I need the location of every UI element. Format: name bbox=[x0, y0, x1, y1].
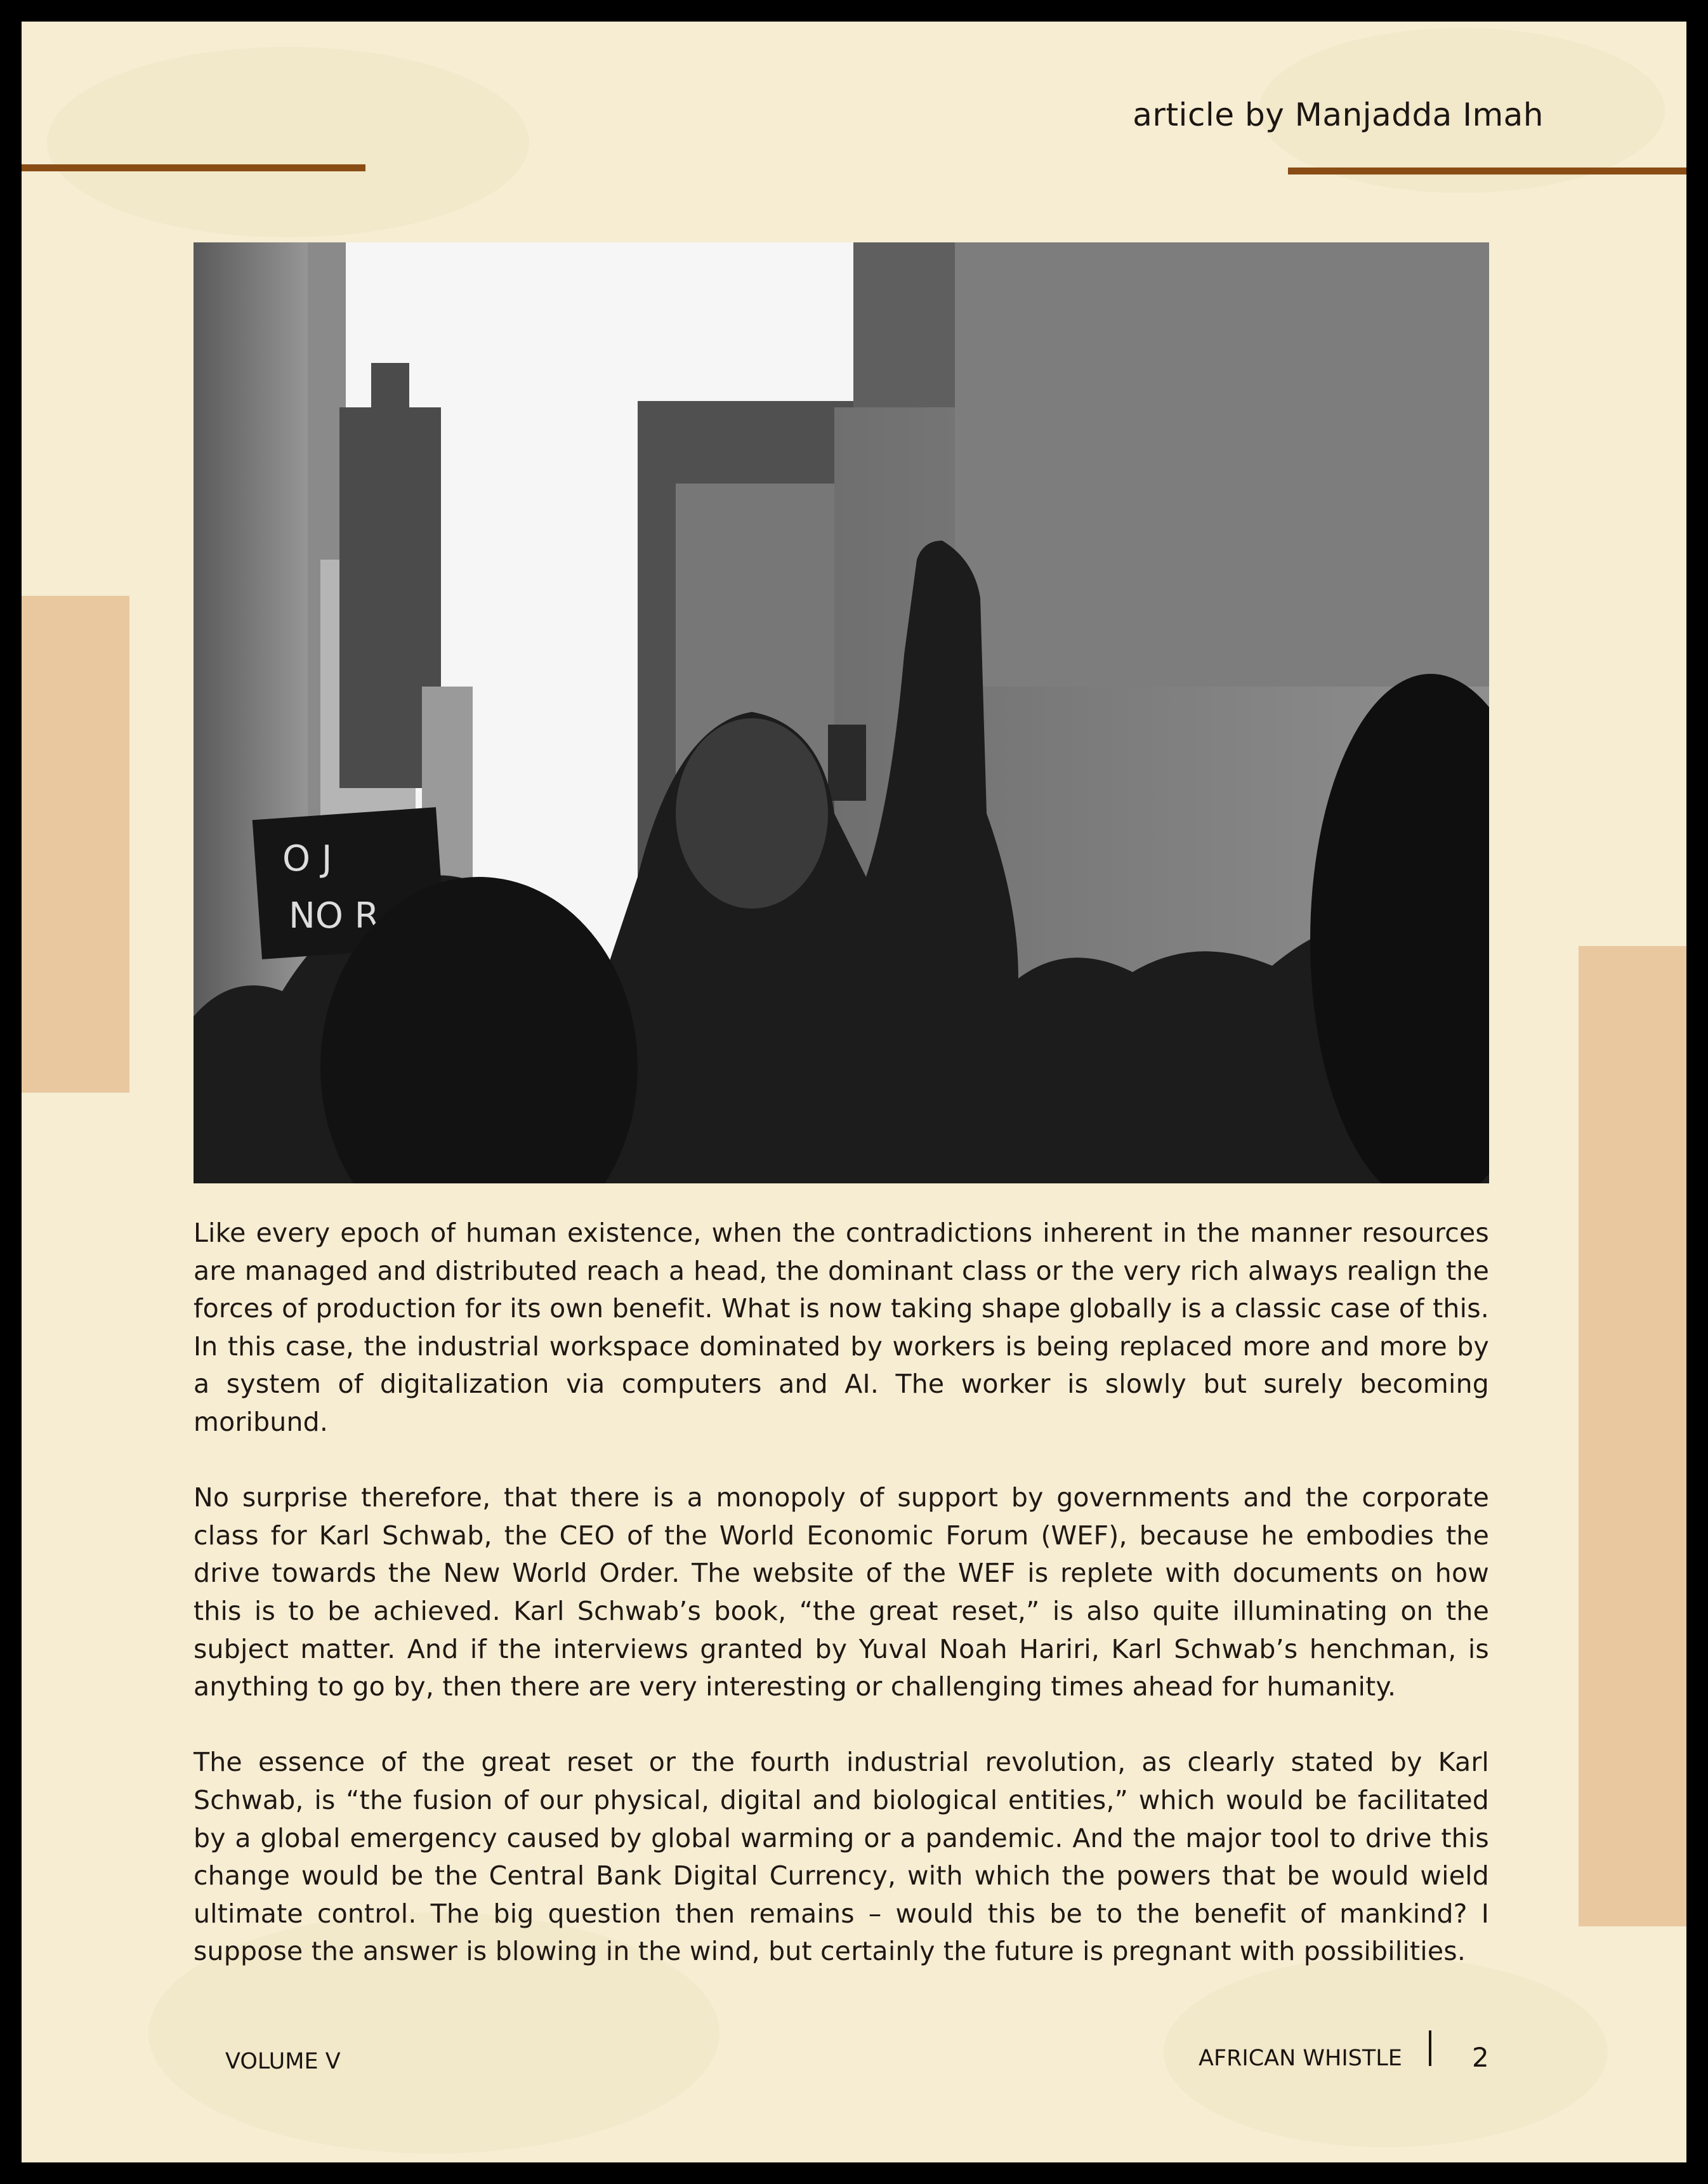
background-texture bbox=[47, 47, 529, 237]
header-rule-right bbox=[1288, 168, 1686, 174]
article-author: article by Manjadda Imah bbox=[1133, 96, 1544, 133]
decorative-panel-right bbox=[1579, 946, 1686, 1926]
page-number: 2 bbox=[1472, 2042, 1489, 2073]
footer-publication: AFRICAN WHISTLE bbox=[1199, 2046, 1402, 2071]
protest-photo bbox=[194, 242, 1489, 1183]
footer-divider bbox=[1429, 2030, 1431, 2066]
protest-sign-text: O J bbox=[282, 838, 332, 879]
magazine-page bbox=[22, 22, 1686, 2162]
header-rule-left bbox=[22, 164, 365, 171]
protest-sign-text: NO R bbox=[289, 895, 379, 937]
decorative-panel-left bbox=[22, 596, 129, 1093]
article-paragraph: No surprise therefore, that there is a monopoly of support by governments and the corporate class for Karl Schwab, the CEO of the World Economic Forum (WEF), because he embodies the drive towards the New World Order. The website of the WEF is replete with documents on how this is to be achieved. Karl Schwab’s book, “the great reset,” is also quite illuminating on the subject matter. And if the interviews granted by Yuval Noah Hariri, Karl Schwab’s henchman, is anything to go by, then there are very interesting or challenging times ahead for humanity. bbox=[194, 1482, 1489, 1702]
article-paragraph: The essence of the great reset or the fourth industrial revolution, as clearly stated by Karl Schwab, is “the fusion of our physical, digital and biological entities,” which would be facilitated by a global emergency caused by global warming or a pandemic. And the major tool to drive this change would be the Central Bank Digital Currency, with which the powers that be would wield ultimate control. The big question then remains – would this be to the benefit of mankind? I suppose the answer is blowing in the wind, but certainly the future is pregnant with possibilities. bbox=[194, 1747, 1489, 1967]
photo-illustration bbox=[194, 242, 1489, 1183]
article-paragraph: Like every epoch of human existence, when the contradictions inherent in the manner resources are managed and distributed reach a head, the dominant class or the very rich always realign the forces of production for its own benefit. What is now taking shape globally is a classic case of this. In this case, the industrial workspace dominated by workers is being replaced more and more by a system of digitalization via computers and AI. The worker is slowly but surely becoming moribund. bbox=[194, 1218, 1489, 1437]
footer-volume: VOLUME V bbox=[225, 2049, 341, 2074]
article-body bbox=[194, 1214, 1489, 2008]
